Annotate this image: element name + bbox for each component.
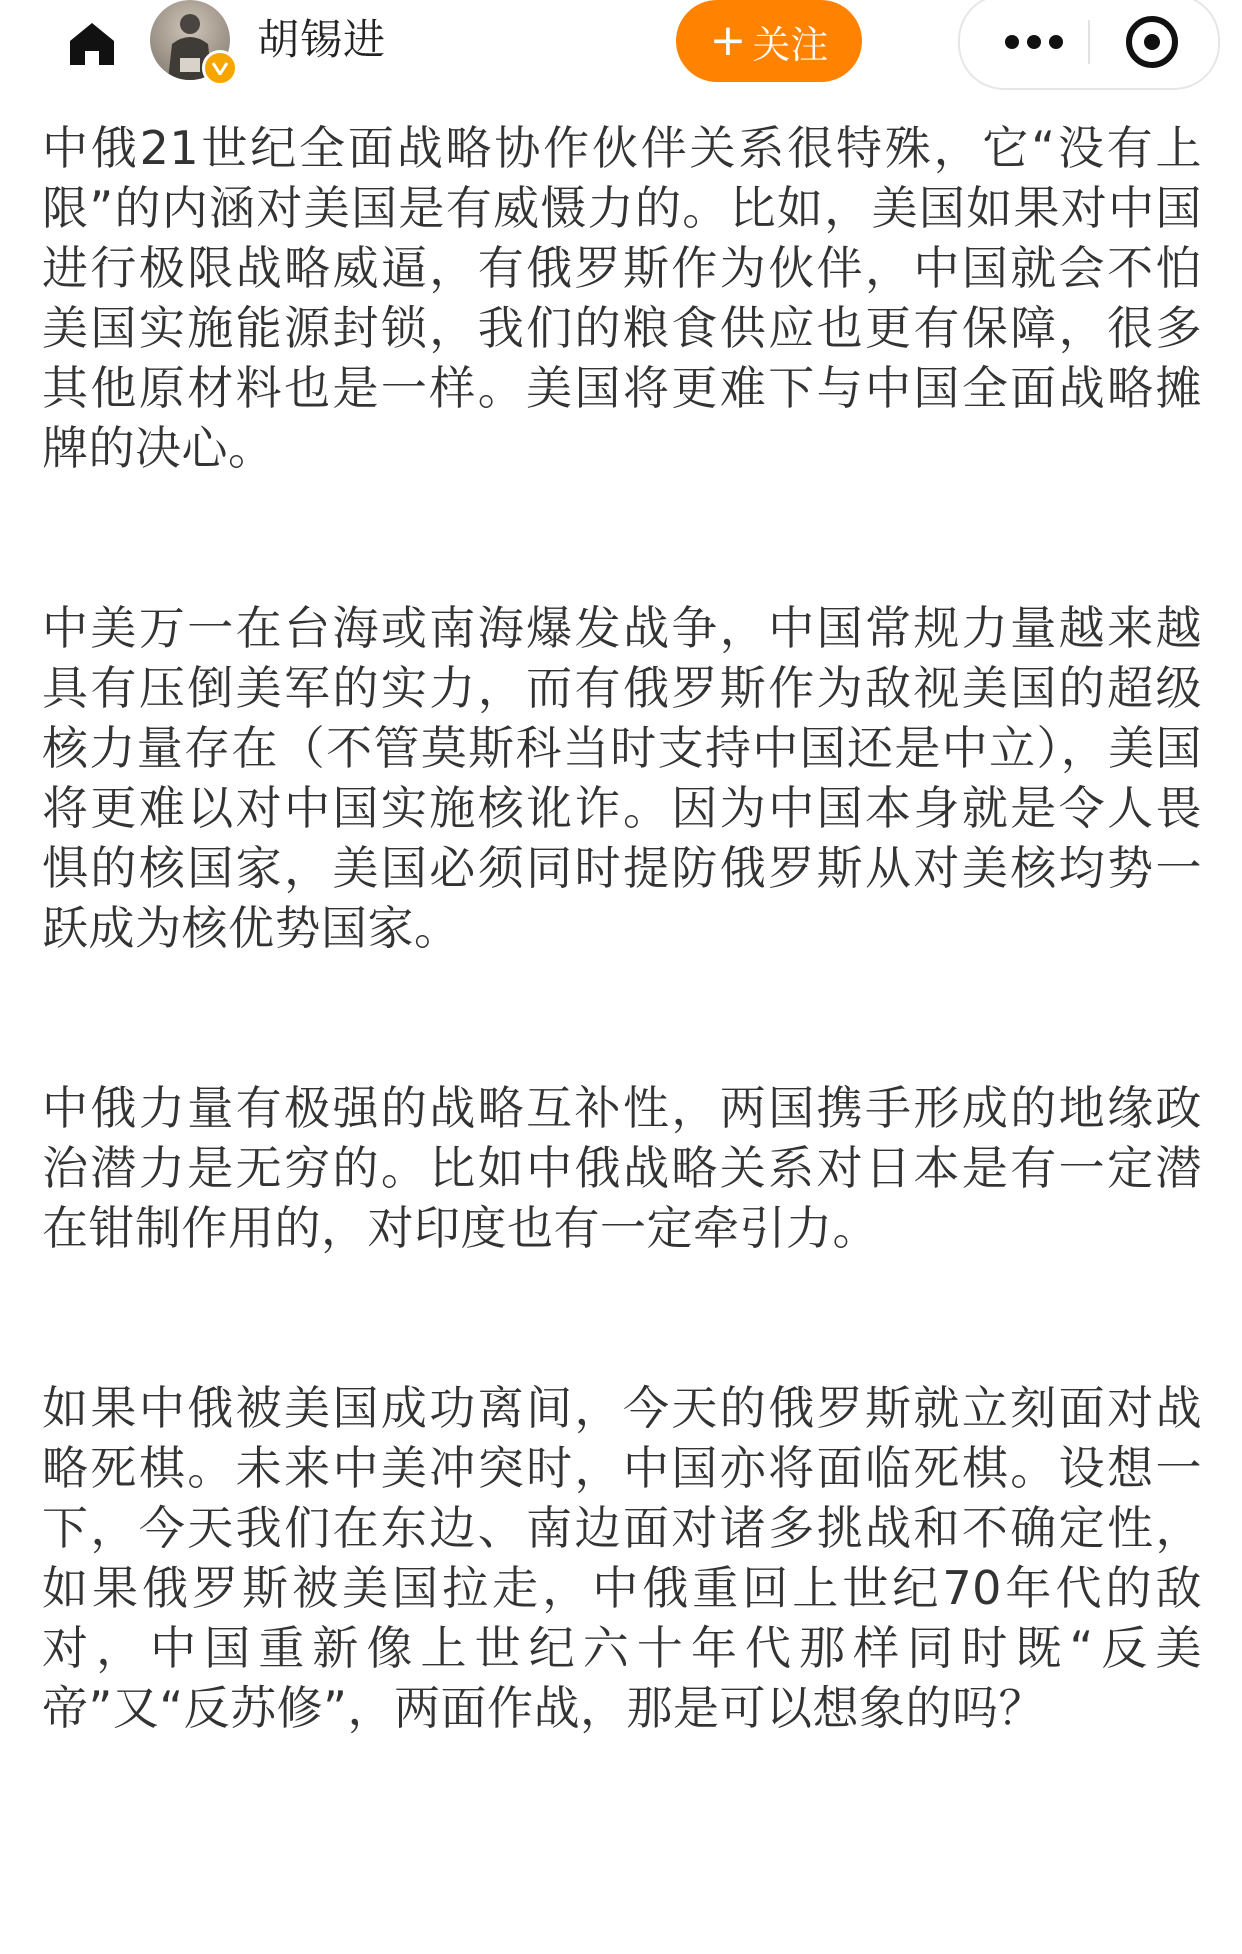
post-paragraph: 中美万一在台海或南海爆发战争，中国常规力量越来越具有压倒美军的实力，而有俄罗斯作为敌视美国的超级核力量存在（不管莫斯科当时支持中国还是中立），美国将更难以对中国实施核讹诈。因为中国本身就是令人畏惧的核国家，美国必须同时提防俄罗斯从对美核均势一跃成为核优势国家。 [42,601,1202,955]
close-icon[interactable] [1126,16,1178,68]
mini-program-capsule [958,0,1220,90]
username[interactable]: 胡锡进 [257,15,387,64]
post-paragraph: 中俄21世纪全面战略协作伙伴关系很特殊，它“没有上限”的内涵对美国是有威慑力的。比如，美国如果对中国进行极限战略威逼，有俄罗斯作为伙伴，中国就会不怕美国实施能源封锁，我们的粮食供应也更有保障，很多其他原材料也是一样。美国将更难下与中国全面战略摊牌的决心。 [42,121,1202,475]
capsule-divider [1088,20,1090,64]
post-paragraph: 如果中俄被美国成功离间，今天的俄罗斯就立刻面对战略死棋。未来中美冲突时，中国亦将面临死棋。设想一下，今天我们在东边、南边面对诸多挑战和不确定性，如果俄罗斯被美国拉走，中俄重回上世纪70年代的敌对，中国重新像上世纪六十年代那样同时既“反美帝”又“反苏修”，两面作战，那是可以想象的吗？ [42,1381,1202,1735]
follow-label: 关注 [752,22,829,67]
top-bar [0,0,1242,96]
home-icon [68,21,116,67]
verified-badge-icon [202,50,238,86]
avatar[interactable] [150,0,230,80]
home-button[interactable] [62,14,122,74]
plus-icon: + [709,15,747,66]
post-paragraph: 中俄力量有极强的战略互补性，两国携手形成的地缘政治潜力是无穷的。比如中俄战略关系对日本是有一定潜在钳制作用的，对印度也有一定牵引力。 [42,1081,1202,1255]
follow-button[interactable] [676,0,862,82]
more-icon[interactable] [994,24,1074,60]
post-body [42,118,1202,1858]
